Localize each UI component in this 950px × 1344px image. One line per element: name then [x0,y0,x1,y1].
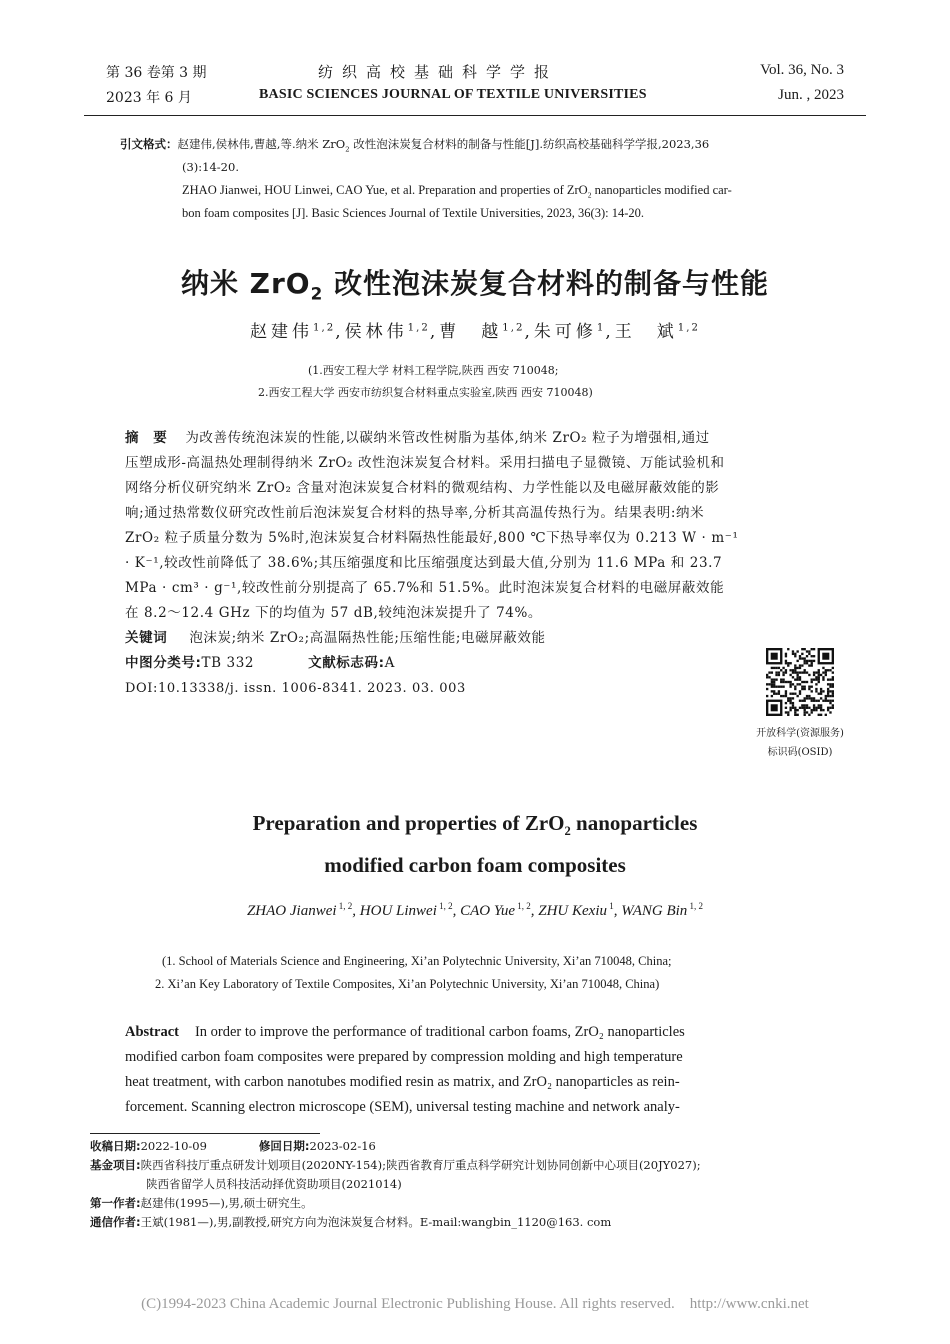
affiliation-cn-2: 2.西安工程大学 西安市纺织复合材料重点实验室,陕西 西安 710048) [258,386,593,399]
author-en: ZHAO Jianwei [246,903,337,919]
author-en: WANG Bin [621,903,688,919]
footnotes: 收稿日期:2022-10-09 修回日期:2023-02-16 基金项目:陕西省科技厅重点研发计划项目(2020NY-154);陕西省教育厅重点科学研究计划协同创新中心项目(20JY027); 陕西省留学人员科技活动择优资助项目(2021014) 第一作者:赵建伟(1995—),男,硕士研究生。 通信作者:王斌(1981—),男,副教授,研究方向为泡沫炭复合材料。E-mail:wangbin_1120@163. com [90,1137,880,1232]
journal-name-en: BASIC SCIENCES JOURNAL OF TEXTILE UNIVERSITIES [259,87,647,102]
affiliation-en-2: 2. Xi’an Key Laboratory of Textile Composites, Xi’an Polytechnic University, Xi’an 710048, China) [155,977,660,991]
header-volume-cn: 第 36 卷第 3 期 [106,65,207,81]
title-cn: 纳米 ZrO$_2$ 改性泡沫炭复合材料的制备与性能 [180,267,770,304]
abstract-cn-label: 摘 要 [125,430,168,446]
header-rule [84,115,866,116]
journal-name-cn: 纺织高校基础科学学报 [318,63,559,81]
keywords-cn: 关键词 泡沫炭;纳米 ZrO₂;高温隔热性能;压缩性能;电磁屏蔽效能 [125,630,546,646]
author-cn-sep: , [524,322,534,342]
authors-cn [0,317,950,342]
author-cn: 赵建伟 [250,322,314,342]
keywords-cn-label: 关键词 [125,630,168,646]
author-cn-affil: 1,2 [313,322,336,334]
author-en-sep: , [530,903,539,919]
affiliation-en-1: (1. School of Materials Science and Engineering, Xi’an Polytechnic University, Xi’an 710048, China; [162,954,672,968]
author-en-affil: 1 [607,901,614,911]
header-date-en: Jun. , 2023 [778,87,844,103]
doi: DOI:10.13338/j. issn. 1006-8341. 2023. 03. 003 [125,681,466,696]
osid-caption: 开放科学(资源服务) 标识码(OSID) [756,728,844,758]
author-cn-sep: , [605,322,615,342]
authors-en [0,903,950,920]
header-volume-en: Vol. 36, No. 3 [760,62,844,78]
author-en-affil: 1, 2 [336,901,353,911]
author-cn-affil: 1,2 [407,322,430,334]
citation-en-line2: bon foam composites [J]. Basic Sciences Journal of Textile Universities, 2023, 36(3): 14-20. [182,206,644,220]
author-cn-affil: 1,2 [502,322,525,334]
title-en: Preparation and properties of ZrO$_2$ nanoparticles modified carbon foam composites [252,811,698,877]
abstract-cn: 摘 要 为改善传统泡沫炭的性能,以碳纳米管改性树脂为基体,纳米 ZrO₂ 粒子为增强相,通过 压塑成形-高温热处理制得纳米 ZrO₂ 改性泡沫炭复合材料。采用扫描电子显微镜、万能试验机和 网络分析仪研究纳米 ZrO₂ 含量对泡沫炭复合材料的微观结构、力学性能以及电磁屏蔽效能的影 响;通过热常数仪研究改性前后泡沫炭复合材料的热导率,分析其高温传热行为。结果表明:纳米 ZrO₂ 粒子质量分数为 5%时,泡沫炭复合材料隔热性能最好,800 ℃下热导率仅为 0.213 W · m⁻¹ · K⁻¹,较改性前降低了 38.6%;其压缩强度和比压缩强度达到最大值,分别为 11.6 MPa 和 23.7 MPa · cm³ · g⁻¹,较改性前分别提高了 65.7%和 51.5%。此时泡沫炭复合材料的电磁屏蔽效能 在 8.2～12.4 GHz 下的均值为 57 dB,较纯泡沫炭提升了 74%。 关键词 泡沫炭;纳米 ZrO₂;高温隔热性能;压缩性能;电磁屏蔽效能 中图分类号:TB 332 文献标志码:A DOI:10.13338/j. issn. 1006-8341. 2023. 03. 003 [125,426,835,701]
author-cn-sep: , [429,322,440,342]
osid-qr-code[interactable] [766,648,834,716]
author-cn-sep: , [335,322,345,342]
citation-cn-line2: (3):14-20. [182,160,239,174]
footnote-rule [90,1133,320,1134]
abstract-en: Abstract In order to improve the performance of traditional carbon foams, ZrO₂ nanoparticles modified carbon foam composites were prepared by compression molding and high temperature heat treatment, with carbon nanotubes modified resin as matrix, and ZrO₂ nanoparticles as rein- forcement. Scanning electron microscope (SEM), universal testing machine and network analy- [125,1024,685,1115]
received-revised: 收稿日期:2022-10-09 修回日期:2023-02-16 [90,1139,376,1153]
corresponding-author: 通信作者:王斌(1981—),男,副教授,研究方向为泡沫炭复合材料。E-mail:wangbin_1120@163. com [90,1215,612,1229]
author-cn: 朱可修 [533,322,597,342]
author-en-affil: 1, 2 [515,901,531,911]
header-date-cn: 2023 年 6 月 [106,90,192,106]
citation-block [120,133,870,225]
author-en-sep: , [613,903,622,919]
author-en-affil: 1, 2 [687,901,704,911]
author-en: HOU Linwei [359,903,437,919]
copyright-watermark: (C)1994-2023 China Academic Journal Electronic Publishing House. All rights reserved. http://www.cnki.net [141,1296,809,1312]
citation-en-line1: ZHAO Jianwei, HOU Linwei, CAO Yue, et al. Preparation and properties of ZrO$_2$ nanoparticles modified car- [182,183,732,200]
author-en-sep: , [452,903,461,919]
author-en: ZHU Kexiu [538,903,607,919]
fund: 基金项目:陕西省科技厅重点研发计划项目(2020NY-154);陕西省教育厅重点科学研究计划协同创新中心项目(20JY027); [90,1158,701,1172]
citation-label: 引文格式： [120,137,178,151]
author-cn: 王 斌 [614,322,678,342]
author-cn-affil: 1,2 [677,322,700,334]
author-en: CAO Yue [460,903,515,919]
author-cn-affil: 1 [596,322,606,334]
author-en-sep: , [352,903,360,919]
abstract-en-label: Abstract [125,1024,179,1040]
citation-cn-line1: 引文格式：赵建伟,侯林伟,曹越,等.纳米 ZrO$_2$ 改性泡沫炭复合材料的制备与性能[J].纺织高校基础科学学报,2023,36 [120,137,710,154]
first-author: 第一作者:赵建伟(1995—),男,硕士研究生。 [90,1196,313,1210]
affiliation-cn-1: (1.西安工程大学 材料工程学院,陕西 西安 710048; [308,364,559,377]
author-en-affil: 1, 2 [436,901,453,911]
author-cn: 侯林伟 [344,322,408,342]
author-cn: 曹 越 [439,322,503,342]
class-code-row: 中图分类号:TB 332 文献标志码:A [125,655,395,671]
